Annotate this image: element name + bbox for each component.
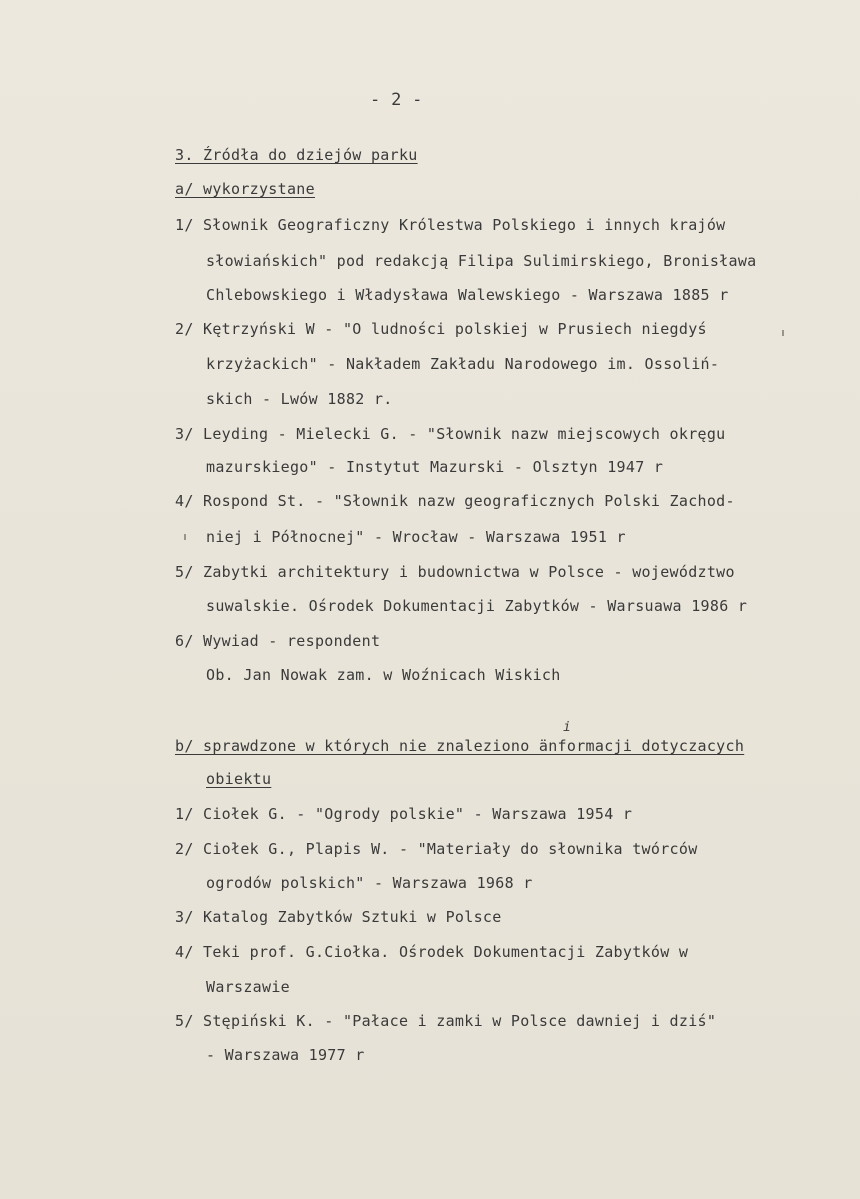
section-title: 3. Źródła do dziejów parku [175, 146, 418, 164]
checked-source-line: 5/ Stępiński K. - "Pałace i zamki w Polsce dawniej i dziś" [175, 1012, 717, 1030]
used-source-line: niej i Północnej" - Wrocław - Warszawa 1951 r [206, 528, 626, 546]
checked-source-line: - Warszawa 1977 r [206, 1046, 365, 1064]
used-source-line: mazurskiego" - Instytut Mazurski - Olsztyn 1947 r [206, 458, 664, 476]
checked-source-line: 2/ Ciołek G., Plapis W. - "Materiały do słownika twórców [175, 840, 698, 858]
handwritten-correction: i [563, 720, 571, 735]
used-source-line: Chlebowskiego i Władysława Walewskiego - Warszawa 1885 r [206, 286, 729, 304]
used-source-line: 3/ Leyding - Mielecki G. - "Słownik nazw miejscowych okręgu [175, 425, 726, 443]
used-sources-heading: a/ wykorzystane [175, 180, 315, 198]
checked-sources-heading: b/ sprawdzone w których nie znaleziono änformacji dotyczacych [175, 737, 745, 755]
used-source-line: 4/ Rospond St. - "Słownik nazw geograficznych Polski Zachod- [175, 492, 735, 510]
checked-sources-heading-continued: obiektu [206, 770, 272, 788]
used-source-line: 2/ Kętrzyński W - "O ludności polskiej w Prusiech niegdyś [175, 320, 707, 338]
checked-source-line: ogrodów polskich" - Warszawa 1968 r [206, 874, 533, 892]
paper-speck [184, 534, 186, 540]
used-source-line: 6/ Wywiad - respondent [175, 632, 381, 650]
used-source-line: suwalskie. Ośrodek Dokumentacji Zabytków - Warsuawa 1986 r [206, 597, 748, 615]
checked-source-line: 4/ Teki prof. G.Ciołka. Ośrodek Dokumentacji Zabytków w [175, 943, 689, 961]
used-source-line: słowiańskich" pod redakcją Filipa Sulimirskiego, Bronisława [206, 252, 757, 270]
checked-source-line: 1/ Ciołek G. - "Ogrody polskie" - Warszawa 1954 r [175, 805, 633, 823]
paper-speck [782, 330, 784, 336]
checked-source-line: Warszawie [206, 978, 290, 996]
used-source-line: Ob. Jan Nowak zam. w Woźnicach Wiskich [206, 666, 561, 684]
used-source-line: skich - Lwów 1882 r. [206, 390, 393, 408]
checked-source-line: 3/ Katalog Zabytków Sztuki w Polsce [175, 908, 502, 926]
page-number: - 2 - [370, 90, 423, 110]
used-source-line: 1/ Słownik Geograficzny Królestwa Polskiego i innych krajów [175, 216, 726, 234]
used-source-line: 5/ Zabytki architektury i budownictwa w Polsce - województwo [175, 563, 735, 581]
used-source-line: krzyżackich" - Nakładem Zakładu Narodowego im. Ossoliń- [206, 355, 720, 373]
